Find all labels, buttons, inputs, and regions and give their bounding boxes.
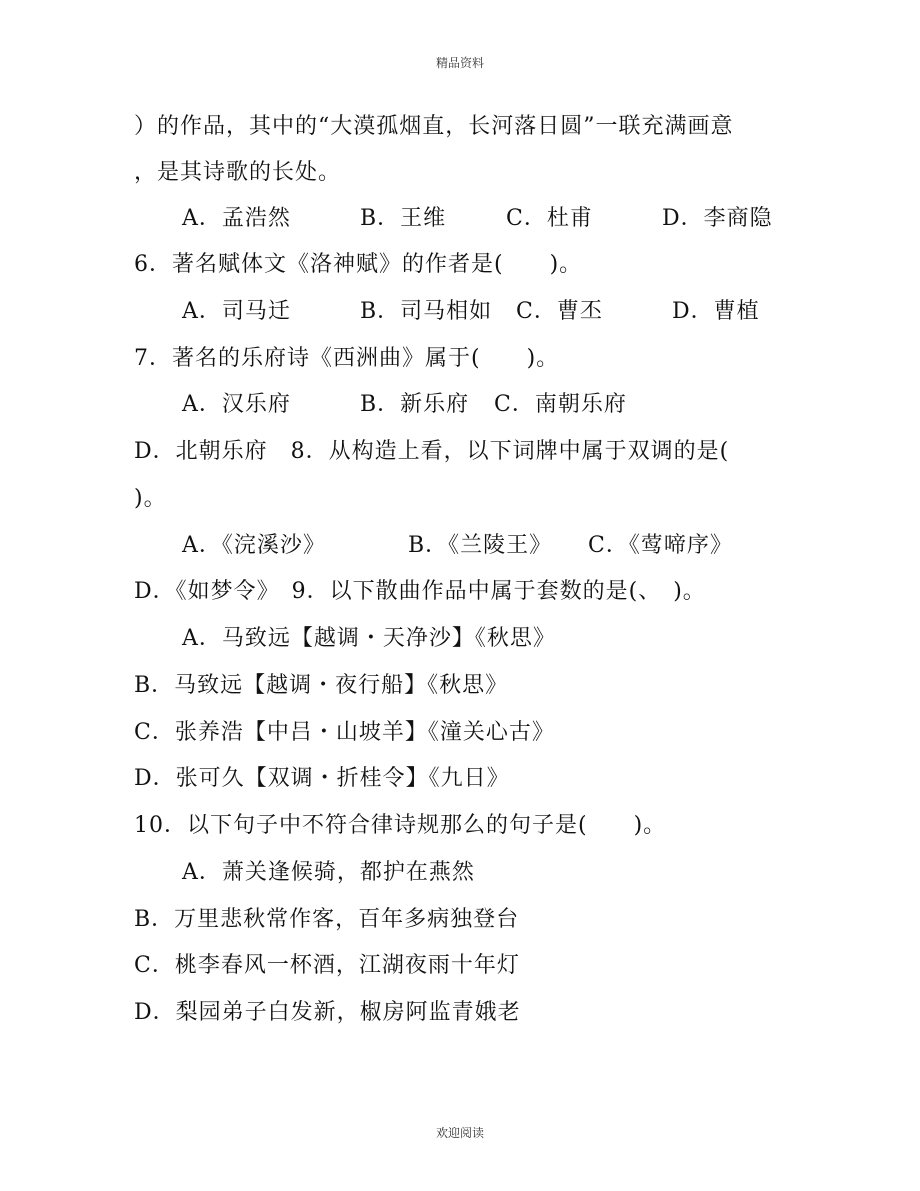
q8-stem-end: )。 bbox=[134, 486, 167, 511]
page-footer: 欢迎阅读 bbox=[435, 1126, 484, 1140]
q5-option-d: D．李商隐 bbox=[662, 206, 773, 231]
q7-option-a: A．汉乐府 bbox=[182, 392, 291, 417]
q6-option-b: B．司马相如 bbox=[360, 299, 493, 324]
q10-option-c: C．桃李春风一杯酒，江湖夜雨十年灯 bbox=[134, 953, 520, 978]
page-header: 精品资料 bbox=[435, 56, 484, 70]
q6-stem: 6．著名赋体文《洛神赋》的作者是( )。 bbox=[134, 252, 583, 277]
q7-option-d-and-q8-stem: D．北朝乐府 8．从构造上看，以下词牌中属于双调的是( bbox=[134, 439, 730, 464]
q10-option-d: D．梨园弟子白发新，椒房阿监青娥老 bbox=[134, 1000, 521, 1025]
q8-option-b: B．《兰陵王》 bbox=[408, 533, 553, 558]
q9-option-b: B．马致远【越调・夜行船】《秋思》 bbox=[134, 673, 509, 698]
q10-stem: 10．以下句子中不符合律诗规那么的句子是( )。 bbox=[134, 813, 667, 838]
q7-stem: 7．著名的乐府诗《西洲曲》属于( )。 bbox=[134, 346, 560, 371]
q5-option-c: C．杜甫 bbox=[506, 206, 593, 231]
q9-option-d: D．张可久【双调・折桂令】《九日》 bbox=[134, 766, 510, 791]
q10-option-a: A．萧关逢候骑，都护在燕然 bbox=[182, 860, 475, 885]
q9-option-c: C．张养浩【中吕・山坡羊】《潼关心古》 bbox=[134, 720, 555, 745]
q7-option-b: B．新乐府 bbox=[360, 392, 470, 417]
q5-stem-line-2: ，是其诗歌的长处。 bbox=[134, 160, 342, 185]
q8-option-a: A．《浣溪沙》 bbox=[182, 533, 326, 558]
q10-option-b: B．万里悲秋常作客，百年多病独登台 bbox=[134, 907, 520, 932]
q8-option-d-and-q9-stem: D．《如梦令》 9．以下散曲作品中属于套数的是(、 )。 bbox=[134, 579, 706, 604]
q5-stem-line-1: ）的作品，其中的“大漠孤烟直，长河落日圆”一联充满画意 bbox=[134, 114, 734, 139]
q5-option-b: B．王维 bbox=[360, 206, 447, 231]
q6-option-d: D．曹植 bbox=[672, 299, 760, 324]
q6-option-c: C．曹丕 bbox=[516, 299, 603, 324]
q7-option-c: C．南朝乐府 bbox=[494, 392, 627, 417]
q6-option-a: A．司马迁 bbox=[182, 299, 291, 324]
q9-option-a: A．马致远【越调・天净沙】《秋思》 bbox=[182, 626, 556, 651]
q8-option-c: C．《莺啼序》 bbox=[588, 533, 733, 558]
q5-option-a: A．孟浩然 bbox=[182, 206, 291, 231]
